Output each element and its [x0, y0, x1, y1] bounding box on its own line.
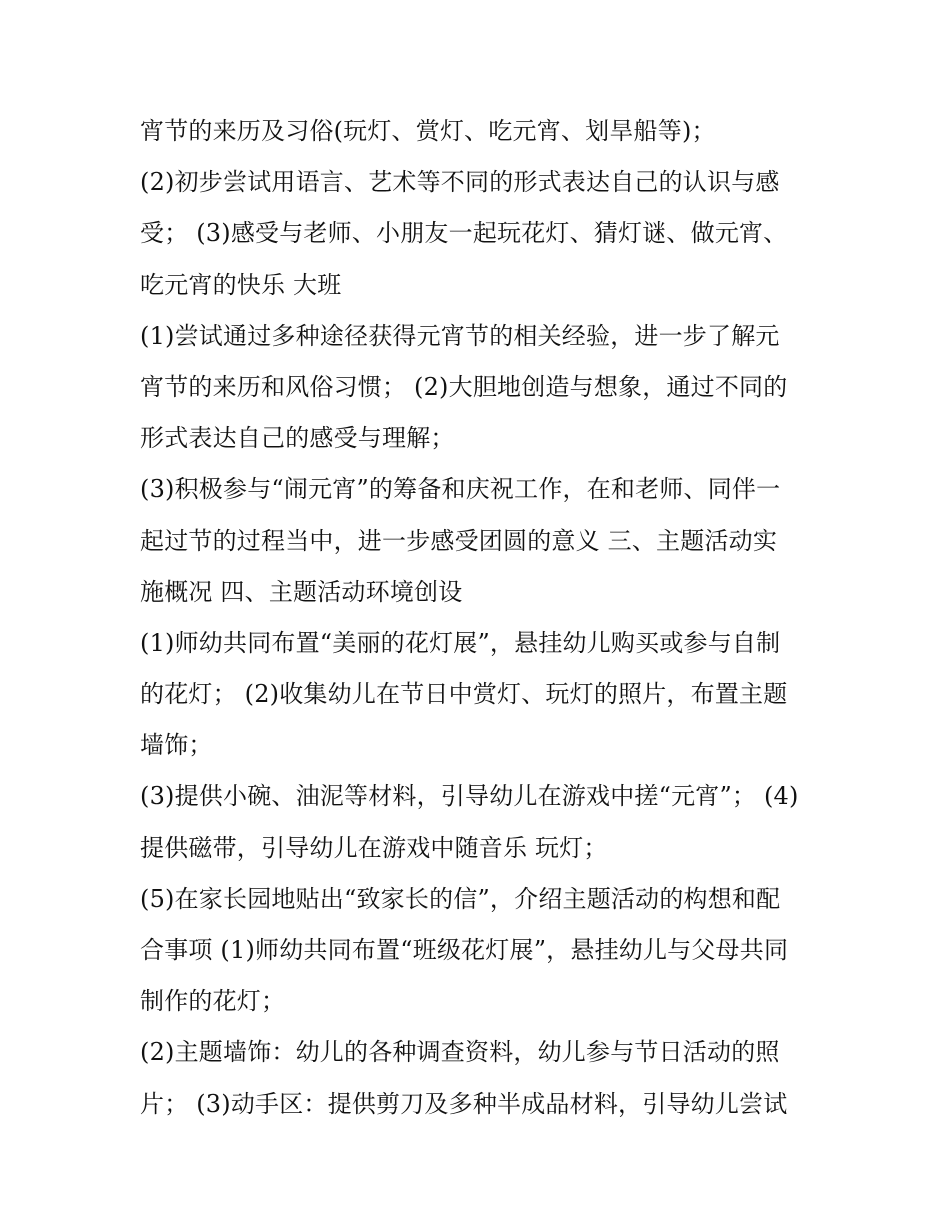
text-line: (3)提供小碗、油泥等材料，引导幼儿在游戏中搓“元宵”； (4) — [140, 782, 799, 811]
text-line: (1)师幼共同布置“美丽的花灯展”，悬挂幼儿购买或参与自制 — [140, 628, 781, 657]
body-text — [140, 106, 820, 1130]
text-line: 的花灯； (2)收集幼儿在节日中赏灯、玩灯的照片，布置主题 — [140, 680, 788, 709]
text-line: 制作的花灯； — [140, 987, 286, 1016]
text-line: (5)在家长园地贴出“致家长的信”，介绍主题活动的构想和配 — [140, 884, 781, 913]
text-line: (2)初步尝试用语言、艺术等不同的形式表达自己的认识与感 — [140, 168, 780, 197]
text-line: 宵节的来历及习俗(玩灯、赏灯、吃元宵、划旱船等)； — [140, 117, 716, 145]
text-line: 吃元宵的快乐 大班 — [140, 270, 342, 299]
text-line: (3)积极参与“闹元宵”的筹备和庆祝工作，在和老师、同伴一 — [140, 475, 781, 504]
text-line: 宵节的来历和风俗习惯； (2)大胆地创造与想象，通过不同的 — [140, 372, 788, 401]
text-line: 起过节的过程当中，进一步感受团圆的意义 三、主题活动实 — [140, 526, 778, 555]
text-line: 形式表达自己的感受与理解； — [140, 424, 455, 453]
text-line: 受； (3)感受与老师、小朋友一起玩花灯、猜灯谜、做元宵、 — [140, 219, 788, 248]
text-line: 提供磁带，引导幼儿在游戏中随音乐 玩灯； — [140, 833, 608, 862]
text-line: 合事项 (1)师幼共同布置“班级花灯展”，悬挂幼儿与父母共同 — [140, 936, 789, 964]
text-line: (2)主题墙饰：幼儿的各种调查资料，幼儿参与节日活动的照 — [140, 1038, 780, 1067]
text-line: (1)尝试通过多种途径获得元宵节的相关经验，进一步了解元 — [140, 321, 780, 350]
text-line: 墙饰； — [140, 731, 213, 760]
text-line: 施概况 四、主题活动环境创设 — [140, 577, 463, 606]
text-line: 片； (3)动手区：提供剪刀及多种半成品材料，引导幼儿尝试 — [140, 1089, 788, 1118]
